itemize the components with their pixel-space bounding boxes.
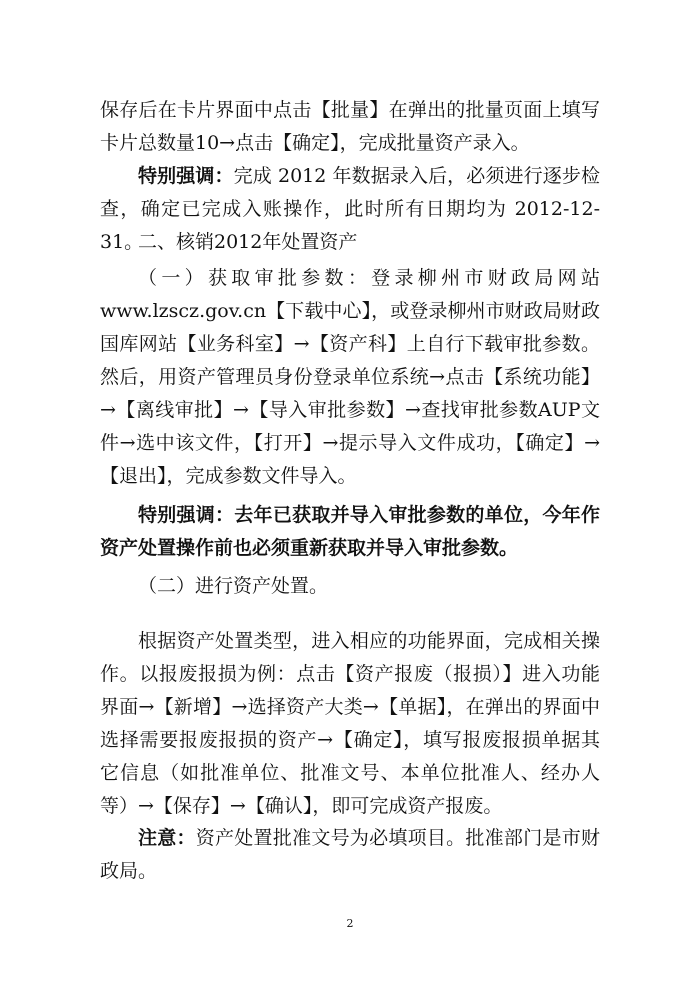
paragraph-attention (100, 822, 600, 888)
heading-text: 二、核销2012年处置资产 (138, 231, 358, 253)
paragraph-special-note-parameters (100, 499, 600, 565)
page-number: 2 (346, 917, 354, 930)
subheading-asset-disposal (100, 570, 600, 603)
section-heading-disposal (100, 226, 600, 259)
paragraph-text: 资产处置批准文号为必填项目。批准部门是市财政局。 (100, 827, 600, 882)
paragraph-text: 特别强调：去年已获取并导入审批参数的单位，今年作资产处置操作前也必须重新获取并导入审批参数。 (100, 504, 600, 559)
paragraph-batch-entry (100, 94, 600, 160)
subheading-text: （二）进行资产处置。 (138, 575, 329, 597)
paragraph-text: 根据资产处置类型，进入相应的功能界面，完成相关操作。以报废报损为例：点击【资产报废（报损）】进入功能界面→【新增】→选择资产大类→【单据】，在弹出的界面中选择需要报废报损的资产→【确定】，填写报废报损单据其它信息（如批准单位、批准文号、本单位批准人、经办人等）→【保存】→【确认】，即可完成资产报废。 (100, 630, 600, 817)
emphasis-label: 注意： (138, 827, 196, 849)
emphasis-label: 特别强调： (138, 165, 234, 187)
paragraph-get-approval-parameters (100, 262, 600, 493)
paragraph-disposal-steps (100, 625, 600, 823)
paragraph-text: 完成 2012 年数据录入后，必须进行逐步检查，确定已完成入账操作，此时所有日期均为 2012-12-31。 (100, 165, 600, 253)
paragraph-text: 保存后在卡片界面中点击【批量】在弹出的批量页面上填写卡片总数量10→点击【确定】，完成批量资产录入。 (100, 99, 600, 154)
paragraph-text: （一）获取审批参数：登录柳州市财政局网站www.lzscz.gov.cn【下载中心】，或登录柳州市财政局财政国库网站【业务科室】→【资产科】上自行下载审批参数。然后，用资产管理员身份登录单位系统→点击【系统功能】→【离线审批】→【导入审批参数】→查找审批参数AUP文件→选中该文件，【打开】→提示导入文件成功，【确定】→【退出】，完成参数文件导入。 (100, 267, 600, 487)
